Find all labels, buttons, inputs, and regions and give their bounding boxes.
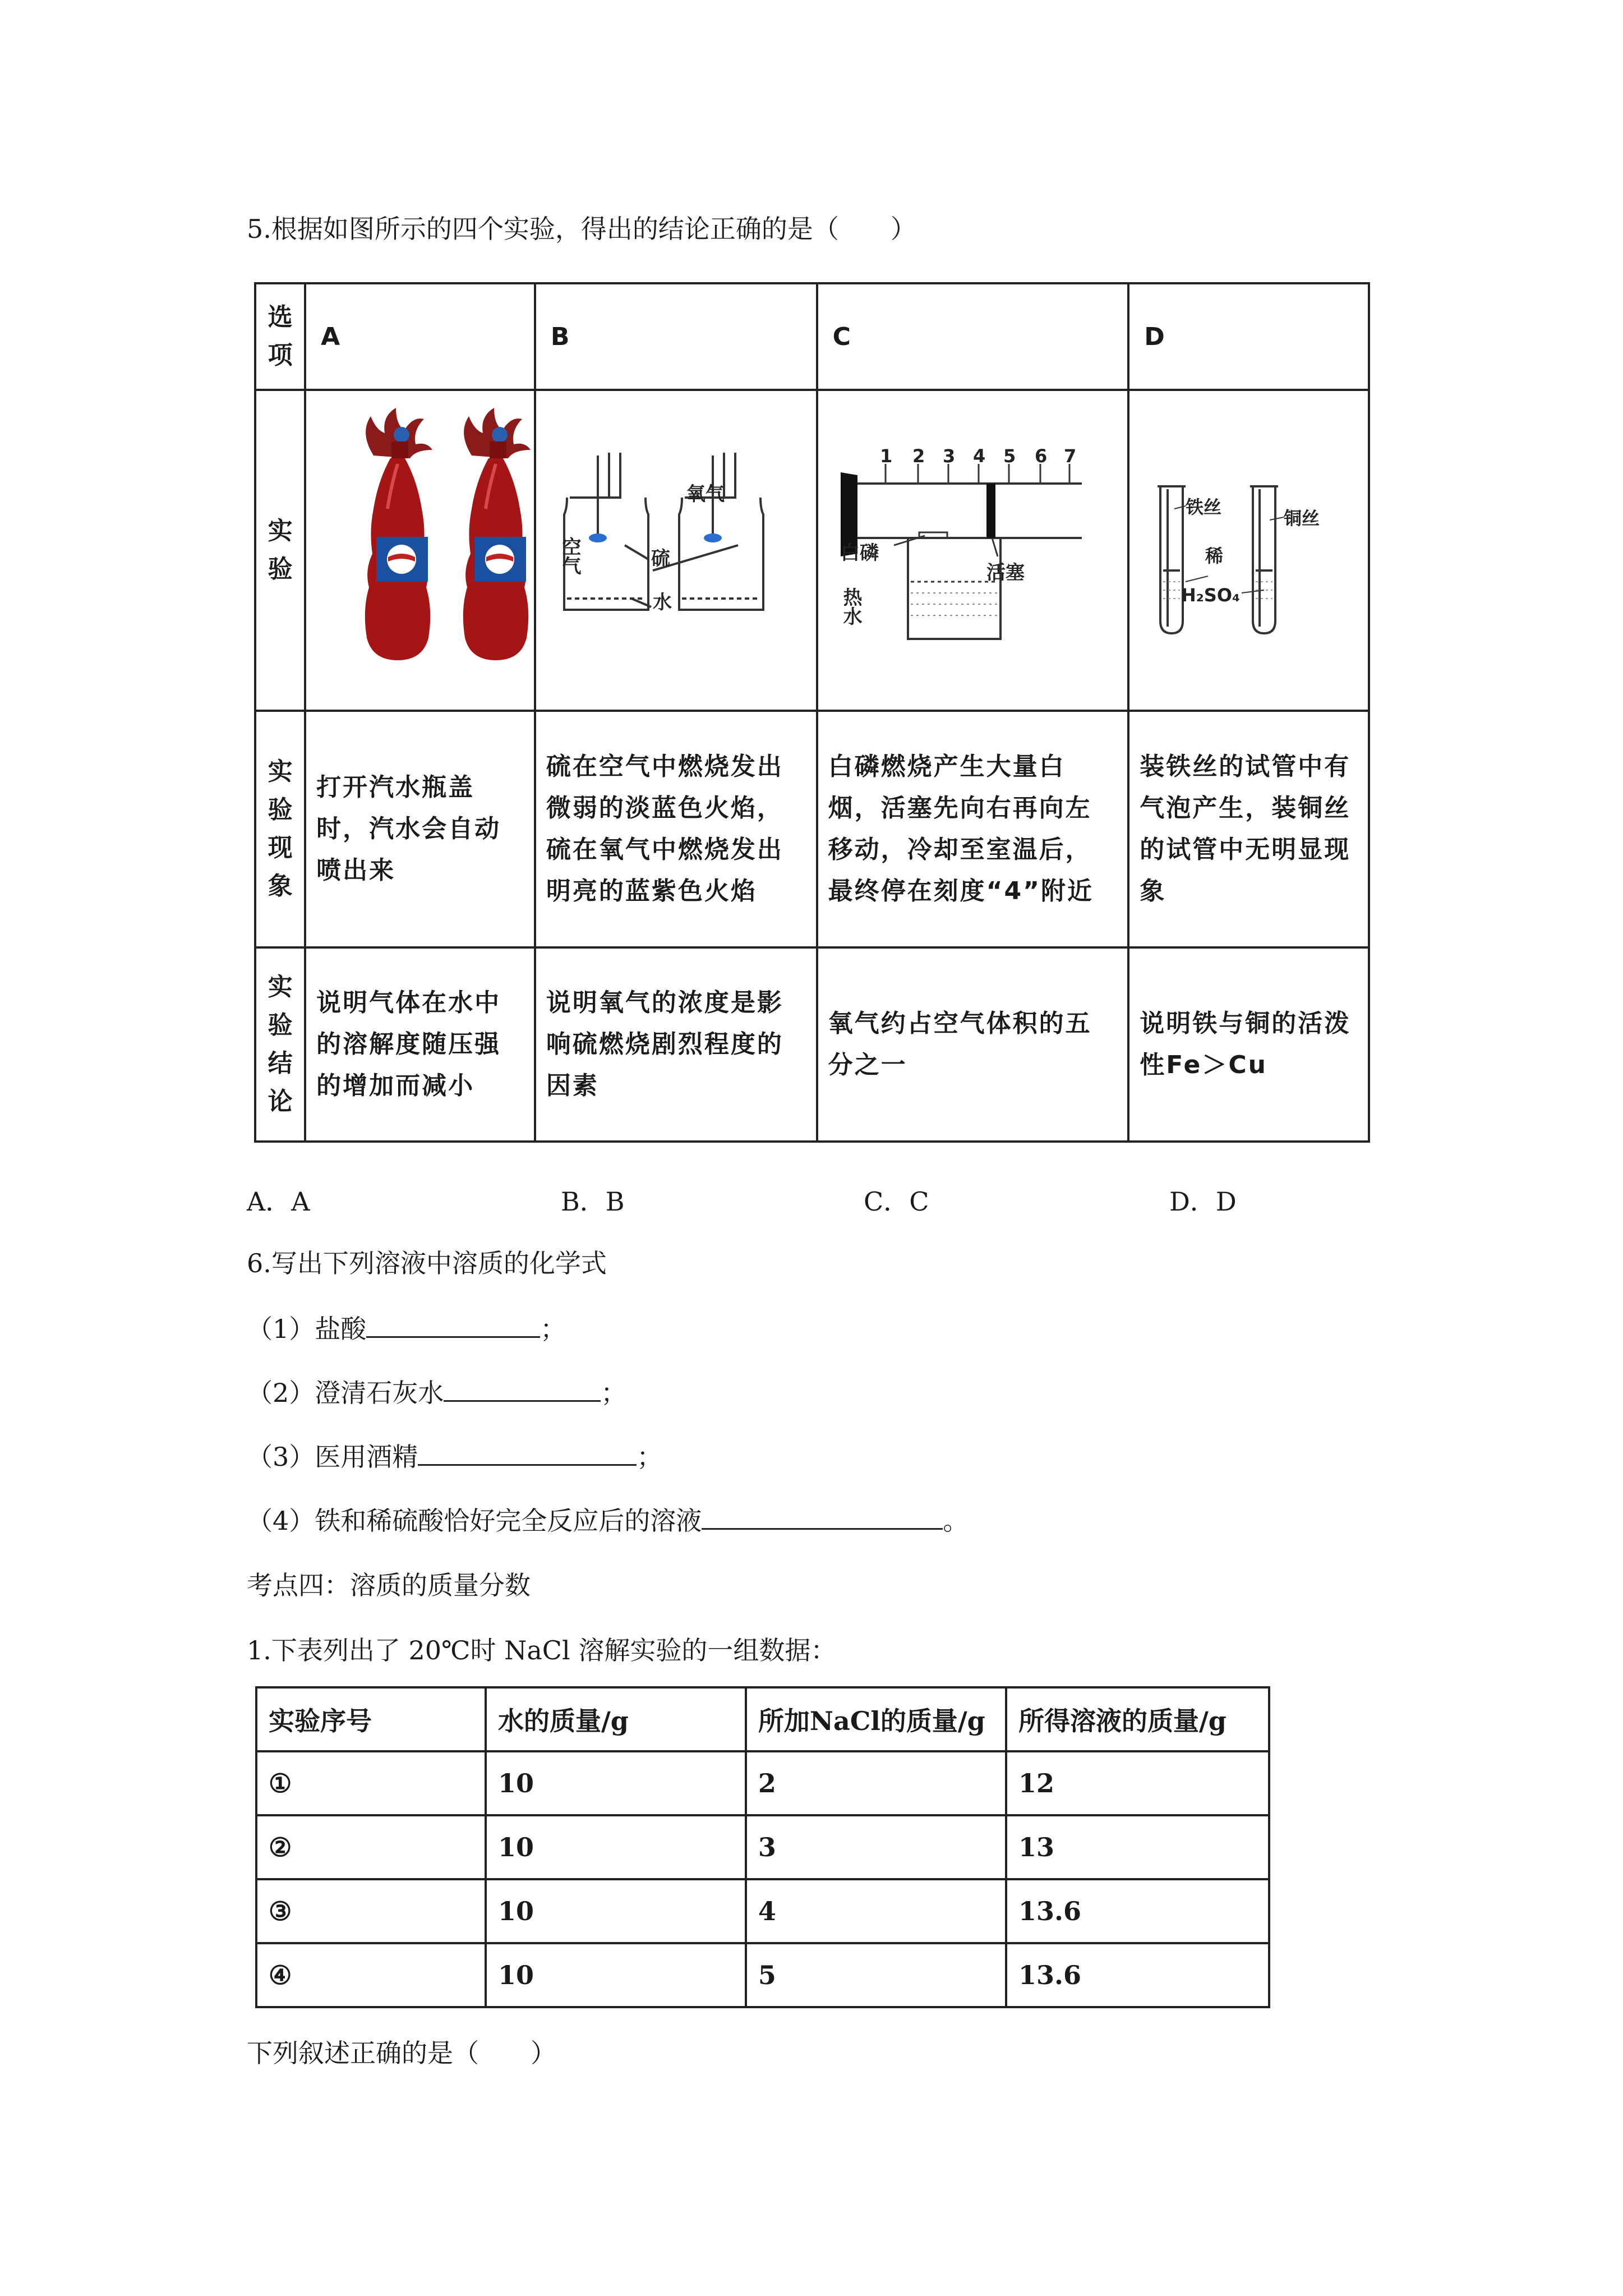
phenomenon-b: 硫在空气中燃烧发出微弱的淡蓝色火焰，硫在氧气中燃烧发出明亮的蓝紫色火焰 [535,711,817,947]
svg-text:氧气: 氧气 [686,483,725,505]
figure-cell-d [1128,390,1369,711]
svg-text:4: 4 [972,445,985,467]
choice-c[interactable]: C．C [864,1186,929,1217]
svg-text:稀: 稀 [1205,545,1224,567]
table-cell: 12 [1006,1751,1269,1815]
choice-a[interactable]: A．A [247,1186,310,1217]
answer-blank-1[interactable] [366,1312,540,1338]
svg-text:白磷: 白磷 [840,542,879,564]
metal-acid-test-tubes-figure [1129,391,1366,707]
q6-item-3: （3）医用酒精 ； [247,1439,662,1474]
svg-text:水: 水 [652,591,672,614]
conclusion-b: 说明氧气的浓度是影响硫燃烧剧烈程度的因素 [535,947,817,1142]
table-header-row [256,1687,1269,1751]
column-header-b: B [535,283,817,390]
sulfur-combustion-figure [536,391,814,707]
table-cell: 10 [486,1879,746,1943]
q6-item-4: （4）铁和稀硫酸恰好完全反应后的溶液 。 [247,1503,969,1538]
figure-cell-b [535,390,817,711]
table-row [255,283,1369,390]
section-heading: 考点四：溶质的质量分数 [247,1570,531,1600]
table-row [255,711,1369,947]
table-row [255,390,1369,711]
choice-d[interactable]: D．D [1169,1186,1237,1217]
table-cell: ① [256,1751,486,1815]
answer-blank-4[interactable] [702,1503,943,1530]
q1-question: 下列叙述正确的是（ ） [247,2038,556,2068]
column-header: 所加NaCl的质量/g [746,1687,1006,1751]
column-header: 实验序号 [256,1687,486,1751]
row-header-conclusion: 实验结论 [255,947,305,1142]
svg-text:活塞: 活塞 [986,562,1025,584]
table-row [256,1815,1269,1879]
answer-blank-2[interactable] [444,1375,601,1402]
svg-text:1: 1 [879,445,892,467]
table-cell: 10 [486,1815,746,1879]
table-cell: ② [256,1815,486,1879]
q6-item-2: （2）澄清石灰水 ； [247,1375,626,1410]
table-row [255,947,1369,1142]
row-header-experiment: 实验 [255,390,305,711]
q5-stem: 5.根据如图所示的四个实验，得出的结论正确的是（ ） [247,214,916,244]
svg-text:空气: 空气 [558,537,581,575]
table-cell: 13 [1006,1815,1269,1879]
column-header-c: C [817,283,1129,390]
conclusion-c: 氧气约占空气体积的五分之一 [817,947,1129,1142]
q6-item-1: （1）盐酸 ； [247,1312,566,1346]
table-cell: 3 [746,1815,1006,1879]
table-cell: 4 [746,1879,1006,1943]
table-cell: 13.6 [1006,1943,1269,2007]
svg-text:3: 3 [942,445,955,467]
conclusion-a: 说明气体在水中的溶解度随压强的增加而减小 [305,947,535,1142]
nacl-data-table [255,1686,1270,2008]
row-header-option: 选项 [255,283,305,390]
table-cell: 13.6 [1006,1879,1269,1943]
choice-b[interactable]: B．B [561,1186,625,1217]
table-cell: 10 [486,1751,746,1815]
column-header: 水的质量/g [486,1687,746,1751]
answer-blank-3[interactable] [418,1439,637,1466]
svg-text:铜丝: 铜丝 [1284,508,1320,529]
table-cell: ④ [256,1943,486,2007]
table-cell: 2 [746,1751,1006,1815]
table-row [256,1751,1269,1815]
q5-options-table [254,282,1370,1143]
phenomenon-d: 装铁丝的试管中有气泡产生，装铜丝的试管中无明显现象 [1128,711,1369,947]
table-row [256,1943,1269,2007]
svg-text:5: 5 [1003,445,1016,467]
figure-cell-c [817,390,1129,711]
soda-bottle-icon [365,408,432,660]
conclusion-d: 说明铁与铜的活泼性Fe＞Cu [1128,947,1369,1142]
svg-text:铁丝: 铁丝 [1186,496,1222,518]
table-cell: 10 [486,1943,746,2007]
column-header-d: D [1128,283,1369,390]
soda-bottle-icon [463,408,531,660]
svg-text:硫: 硫 [651,547,670,570]
svg-text:7: 7 [1063,445,1076,467]
q6-stem: 6.写出下列溶液中溶质的化学式 [247,1248,607,1278]
row-header-phenomenon: 实验现象 [255,711,305,947]
phenomenon-a: 打开汽水瓶盖时，汽水会自动喷出来 [305,711,535,947]
svg-text:2: 2 [912,445,925,467]
svg-text:6: 6 [1034,445,1047,467]
q1-stem: 1.下表列出了 20℃时 NaCl 溶解实验的一组数据： [247,1635,837,1665]
svg-text:热水: 热水 [839,587,862,625]
soda-bottles-figure [306,391,532,707]
figure-cell-a [305,390,535,711]
column-header-a: A [305,283,535,390]
table-cell: ③ [256,1879,486,1943]
column-header: 所得溶液的质量/g [1006,1687,1269,1751]
phenomenon-c: 白磷燃烧产生大量白烟，活塞先向右再向左移动，冷却至室温后，最终停在刻度“4”附近 [817,711,1129,947]
svg-text:H₂SO₄: H₂SO₄ [1181,585,1241,606]
phosphorus-piston-figure [818,391,1126,707]
table-row [256,1879,1269,1943]
table-cell: 5 [746,1943,1006,2007]
